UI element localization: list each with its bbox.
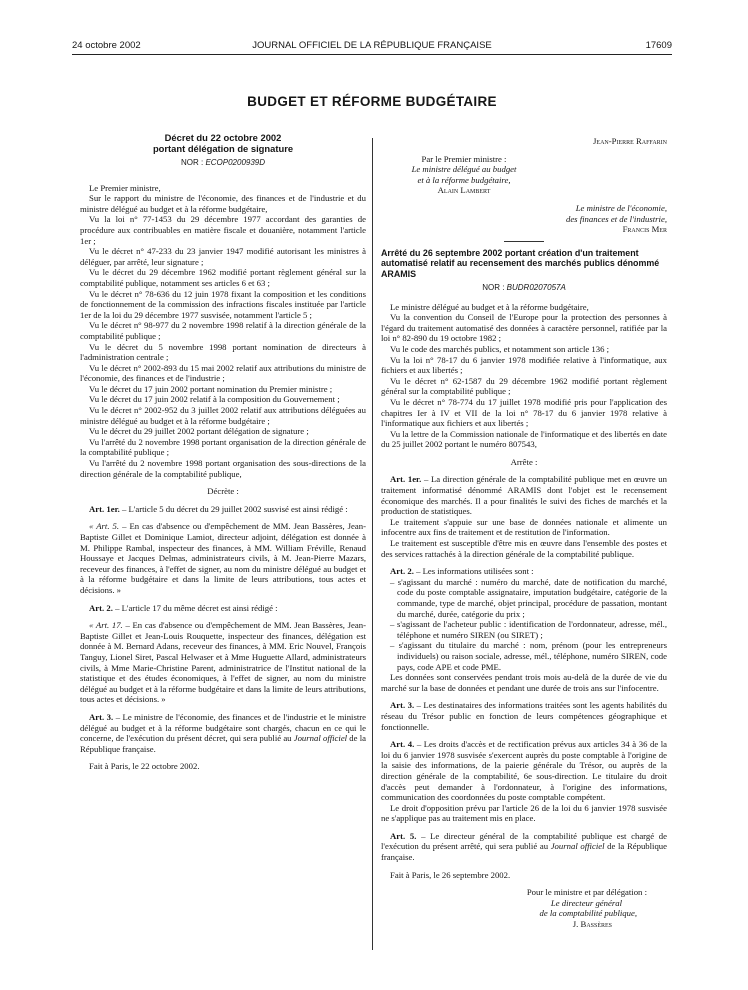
arrete-art2-list: [381, 577, 667, 672]
arrete-art5-text-a: – Le directeur général de la comptabilité publique est chargé de l'exécution du présent arrêté, qui sera publié au: [381, 830, 667, 852]
arrete-art4-text: – Les droits d'accès et de rectification prévus aux articles 34 à 36 de la loi du 6 janvier 1978 susvisée s'exercent auprès du poste comptable à l'origine de la saisie des informations, de la paierie générale du Trésor, ou auprès de la direction générale de la comptabilité, 6e sous-direction. Le titulaire du droit d'accès peut demander à l'ordonnateur, à l'origine des informations, communication des coordonnées du poste comptable compétent.: [381, 739, 668, 803]
arrete-art1-p3: Le traitement est susceptible d'être mis en œuvre dans l'ensemble des postes et des services rattachés à la direction générale de la comptabilité publique.: [381, 538, 667, 559]
arrete-art1-p2: Le traitement s'appuie sur une base de données nationale et alimente un infocentre aux fins de traitement et de restitution de l'information.: [381, 516, 667, 538]
decree-visa-paragraph: Vu l'arrêté du 2 novembre 1998 portant organisation des sous-directions de la direction générale de la comptabilité publique,: [80, 458, 366, 479]
arrete-visa-paragraph: Le ministre délégué au budget et à la réforme budgétaire,: [390, 301, 589, 312]
decree-fait: Fait à Paris, le 22 octobre 2002.: [89, 761, 200, 772]
decree-intro: Le Premier ministre,: [89, 182, 161, 193]
decree-visa-paragraph: Sur le rapport du ministre de l'économie, des finances et de l'industrie et du ministre délégué au budget et à la réforme budgétaire,: [80, 193, 366, 214]
art5-text: – En cas d'absence ou d'empêchement de MM. Jean Bassères, Jean-Baptiste Gillet et Dominique Lamiot, directeur adjoint, délégation est donnée à M. Philippe Rambal, inspecteur des finances, à MM. William Fréville, Renaud Houssaye et Jacques Delmas, administrateurs civils, à M. Jean-Pierre Mazars, receveur des finances, à l'effet de signer, au nom du ministre délégué au budget et à la réforme budgétaire et dans la limite de leurs attributions, tous actes et décisions. »: [80, 521, 366, 595]
column-divider: [372, 138, 373, 950]
dash-bullet: –: [390, 619, 398, 630]
list-item: [390, 640, 667, 672]
decree-title-line1: Décret du 22 octobre 2002: [164, 132, 282, 143]
arrete-art5: [381, 831, 667, 863]
art2-text: – L'article 17 du même décret est ainsi rédigé :: [112, 602, 278, 613]
signature-name3: Francis Mer: [622, 224, 667, 235]
arrete-art2: [381, 566, 667, 577]
arrete-visa-paragraph: Vu la loi n° 78-17 du 6 janvier 1978 modifiée relative à l'informatique, aux fichiers et aux libertés ;: [381, 354, 667, 376]
decree-visa-paragraph: Vu le décret n° 47-233 du 23 janvier 1947 modifié autorisant les ministres à déléguer, par arrêté, leur signature ;: [80, 246, 366, 267]
arrete-art5-journal: Journal officiel: [550, 841, 605, 852]
signature-role2-l1: Le ministre de l'économie,: [575, 202, 667, 213]
arrete-art4-p2: Le droit d'opposition prévu par l'article 26 de la loi du 6 janvier 1978 susvisée ne s'applique pas au traitement mis en place.: [381, 802, 667, 824]
arrete-sig-role-l2: de la comptabilité publique,: [539, 908, 637, 919]
arrete-sig-par: Pour le ministre et par délégation :: [526, 887, 647, 898]
arrete-visas: [381, 302, 667, 450]
header-rule: [72, 54, 672, 55]
signature-par: Par le Premier ministre :: [421, 153, 507, 164]
arrete-art4: [381, 739, 667, 803]
dash-bullet: –: [390, 640, 399, 651]
decree-visa-paragraph: Vu le décret n° 2002-893 du 15 mai 2002 relatif aux attributions du ministre de l'économie, des finances et de l'industrie ;: [80, 362, 366, 384]
running-header: [72, 40, 672, 54]
decree-visa-paragraph: Vu le décret n° 78-636 du 12 juin 1978 fixant la composition et les conditions de fonctionnement de la commission des infractions fiscales instituée par l'article 1er de la loi du 29 décembre 1977 susvisée, notamment l'article 5 ;: [80, 288, 366, 320]
art17-label: « Art. 17.: [89, 620, 123, 631]
art17-text: – En cas d'absence ou d'empêchement de MM. Jean Bassères, Jean-Baptiste Gillet et Jean-Louis Rouquette, inspecteur des finances, délégation est donnée à M. Bernard Adans, receveur des finances, à MM. Eric Nouvel, François Tanguy, Lionel Siret, Pascal Helwaser et à Mme Huguette Allard, administrateurs civils, à Mme Marie-Christine Parent, administratrice de l'Institut national de la statistique et des études économiques, à l'effet de signer, au nom du ministre délégué au budget et à la réforme budgétaire et dans la limite de leurs attributions, tous actes et décisions. »: [80, 620, 366, 705]
arrete-nor-label: NOR :: [482, 282, 505, 292]
arrete-sig-name: J. Bassères: [572, 919, 612, 930]
section-title: BUDGET ET RÉFORME BUDGÉTAIRE: [247, 94, 497, 109]
arrete-arrete: Arrête :: [510, 456, 538, 467]
arrete-sig-role-l1: Le directeur général: [550, 897, 622, 908]
arrete-art1-text: – La direction générale de la comptabilité publique met en œuvre un traitement informatisé dénommé ARAMIS dont l'objet est le recensement économique des marchés. Il a pour finalités le suivi des fiches de marchés et la production de statistiques.: [381, 474, 667, 517]
right-column: [381, 128, 667, 930]
art1-label: Art. 1er.: [89, 503, 120, 514]
list-item: [390, 619, 667, 640]
decree-visa-paragraph: Vu le décret n° 2002-952 du 3 juillet 2002 relatif aux attributions déléguées au ministre délégué au budget et à la réforme budgétaire ;: [80, 405, 366, 426]
arrete-nor: [381, 283, 667, 294]
decree-art3: [80, 712, 366, 754]
nor-label: NOR :: [180, 158, 204, 167]
decree-visa-paragraph: Vu le décret du 29 décembre 1962 modifié portant règlement général sur la comptabilité publique, notamment ses articles 6 et 63 ;: [80, 267, 366, 288]
decree-art17-quote: [80, 620, 366, 705]
decree-visa-paragraph: Vu le décret du 17 juin 2002 portant nomination du Premier ministre ;: [89, 383, 333, 394]
dash-bullet: –: [390, 576, 398, 587]
issue-date: 24 octobre 2002: [72, 40, 141, 51]
arrete-art2-text: – Les informations utilisées sont :: [413, 566, 534, 577]
art5-label: « Art. 5.: [89, 521, 120, 532]
left-column: [80, 128, 366, 772]
arrete-art4-label: Art. 4.: [390, 739, 415, 750]
list-item-text: s'agissant de l'acheteur public : identification de l'ordonnateur, adresse, mél., téléphone et numéro SIREN (ou SIRET) ;: [397, 619, 668, 640]
decree-visa-paragraph: Vu le décret du 17 juin 2002 relatif à la composition du Gouvernement ;: [89, 394, 340, 405]
arrete-art3-label: Art. 3.: [390, 700, 415, 711]
decree-visa-paragraph: Vu le décret du 29 juillet 2002 portant délégation de signature ;: [89, 426, 309, 437]
arrete-art1: [381, 474, 667, 516]
signature-role1-l1: Le ministre délégué au budget: [411, 164, 517, 175]
decree-visa-paragraph: Vu le décret n° 98-977 du 2 novembre 1998 relatif à la direction générale de la comptabilité publique ;: [80, 320, 366, 341]
page-number: 17609: [645, 40, 672, 51]
signature-name2: Alain Lambert: [437, 185, 491, 196]
arrete-title: Arrêté du 26 septembre 2002 portant création d'un traitement automatisé relatif au recensement des marchés publics dénommé ARAMIS: [381, 247, 660, 279]
art3-label: Art. 3.: [89, 711, 114, 722]
arrete-visa-paragraph: Vu la lettre de la Commission nationale de l'informatique et des libertés en date du 25 juillet 2002 portant le numéro 807543,: [381, 428, 667, 450]
decree-visas: [80, 193, 366, 479]
art3-text-b: de la République française.: [80, 733, 366, 754]
signature-role2-l2: des finances et de l'industrie,: [565, 213, 667, 224]
art3-journal: Journal officiel: [293, 733, 348, 744]
decree-decrete: Décrète :: [207, 486, 239, 497]
decree-nor: [80, 158, 366, 169]
arrete-art2-label: Art. 2.: [390, 566, 414, 577]
decree-art1: [80, 504, 366, 515]
arrete-visa-paragraph: Vu le décret n° 62-1587 du 29 décembre 1962 modifié portant règlement général sur la comptabilité publique ;: [381, 375, 667, 397]
arrete-fait: Fait à Paris, le 26 septembre 2002.: [390, 869, 511, 880]
art2-label: Art. 2.: [89, 602, 113, 613]
arrete-art2-p2: Les données sont conservées pendant trois mois au-delà de la durée de vie du marché sur la base de données et pendant une durée de trois ans sur l'infocentre.: [381, 672, 667, 693]
list-item: [390, 577, 667, 619]
arrete-nor-code: BUDR0207057A: [506, 282, 566, 292]
decree-visa-paragraph: Vu le décret du 5 novembre 1998 portant nomination de directeurs à l'administration centrale ;: [80, 341, 366, 363]
arrete-visa-paragraph: Vu la convention du Conseil de l'Europe pour la protection des personnes à l'égard du traitement automatisé des données à caractère personnel, ratifiée par la loi n° 82-890 du 19 octobre 1982 ;: [381, 312, 667, 344]
arrete-art3-text: – Les destinataires des informations traitées sont les agents habilités du réseau du Trésor public en fonction de leurs compétences géographique et fonctionnelle.: [381, 700, 667, 732]
arrete-visa-paragraph: Vu le code des marchés publics, et notamment son article 136 ;: [390, 343, 610, 354]
decree-visa-paragraph: Vu la loi n° 77-1453 du 29 décembre 1977 accordant des garanties de procédure aux contribuables en matière fiscale et douanière, notamment l'article 1er ;: [80, 214, 366, 246]
arrete-art5-label: Art. 5.: [390, 830, 417, 841]
art3-text-a: – Le ministre de l'économie, des finances et de l'industrie et le ministre délégué au budget et à la réforme budgétaire sont chargés, chacun en ce qui le concerne, de l'exécution du présent décret, qui sera publié au: [80, 711, 366, 744]
nor-code: ECOP0200939D: [205, 158, 266, 167]
decree-art2: [80, 603, 366, 614]
arrete-visa-paragraph: Vu le décret n° 78-774 du 17 juillet 1978 modifié pris pour l'application des chapitres Ier à IV et VII de la loi n° 78-17 du 6 janvier 1978 relative à l'informatique aux fichiers et aux libertés ;: [381, 396, 667, 429]
decree-title-line2: portant délégation de signature: [152, 143, 294, 154]
arrete-art1-label: Art. 1er.: [390, 474, 422, 485]
list-item-text: s'agissant du titulaire du marché : nom, prénom (pour les entrepreneurs individuels) ou raison sociale, adresse, mél., téléphone, numéro SIREN, code pays, code APE et code PME.: [397, 640, 668, 672]
journal-title: JOURNAL OFFICIEL DE LA RÉPUBLIQUE FRANÇAISE: [252, 40, 492, 51]
decree-visa-paragraph: Vu l'arrêté du 2 novembre 1998 portant organisation de la direction générale de la comptabilité publique ;: [80, 436, 366, 458]
signature-pm-name: Jean-Pierre Raffarin: [593, 136, 667, 146]
arrete-art3: [381, 700, 667, 732]
signature-role1-l2: et à la réforme budgétaire,: [417, 174, 511, 185]
decree-title: [80, 132, 366, 154]
separator-rule: [504, 241, 544, 242]
arrete-art5-text-b: de la République française.: [381, 841, 667, 863]
decree-art5-quote: [80, 521, 366, 595]
art1-text: – L'article 5 du décret du 29 juillet 2002 susvisé est ainsi rédigé :: [119, 503, 348, 514]
list-item-text: s'agissant du marché : numéro du marché, date de notification du marché, code du poste comptable assignataire, imputation budgétaire, catégorie de la commande, type de marché, objet principal, procédure de passation, montant du marché, durée, catégorie du prix ;: [397, 576, 668, 619]
